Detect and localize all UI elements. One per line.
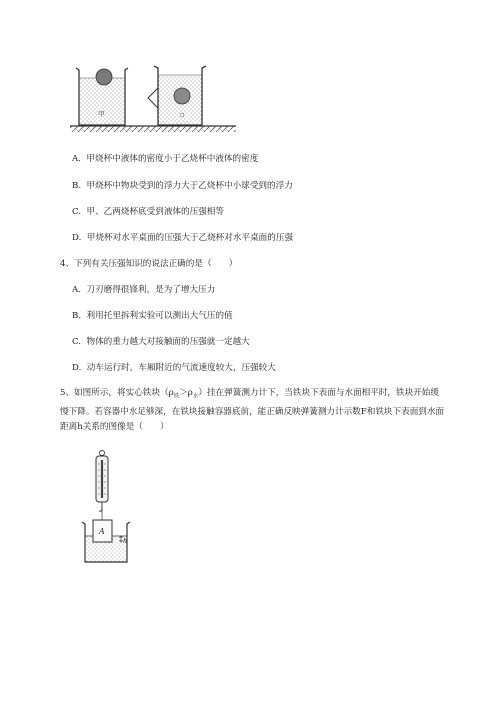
block-label: A: [99, 527, 105, 536]
top-ring: [100, 451, 105, 456]
option-letter: A.: [72, 285, 81, 295]
option-text: 物体的重力越大对接触面的压强就一定越大: [86, 337, 250, 347]
rho-subscript-water: 水: [192, 393, 199, 400]
q5-stem: [60, 386, 445, 435]
beaker-left: [76, 68, 128, 125]
table-hatch: [70, 126, 236, 132]
rho-subscript-iron: 铁: [173, 393, 180, 400]
beaker-left-label: 甲: [98, 110, 105, 118]
option-letter: D.: [72, 233, 82, 243]
option-text: 刀刃磨得很锋利，是为了增大压力: [86, 285, 216, 295]
option-text: 甲烧杯中物块受到的浮力大于乙烧杯中小球受到的浮力: [86, 181, 293, 191]
q3-option-d: [72, 232, 293, 244]
q3-option-a: [72, 153, 258, 165]
option-text: 动车运行时，车厢附近的气流速度较大，压强较大: [86, 363, 276, 373]
q5-stem-part2: ）挂在弹簧测力计下，当铁块下表面与水面相平时，铁块开始缓慢下降。若容器中水足够深，在铁块接触容器底前，能正确反映弹簧测力计示数F和铁块下表面到水面距离h关系的图像是（ ）: [60, 388, 445, 432]
h-label: h: [123, 537, 128, 545]
option-letter: B.: [72, 181, 82, 191]
option-text: 甲、乙两烧杯底受到液体的压强相等: [86, 207, 224, 217]
q4-stem: 4、下列有关压强知识的说法正确的是（ ）: [60, 259, 238, 269]
option-letter: C.: [72, 207, 82, 217]
ball-right: [174, 88, 190, 104]
q3-option-b: [72, 180, 293, 192]
option-letter: C.: [72, 337, 82, 347]
q4-option-a: [72, 284, 215, 296]
spring-scale-figure: [80, 450, 140, 570]
q5-stem-part1: 5、如图所示，将实心铁块（ρ: [60, 388, 174, 398]
option-text: 甲烧杯中液体的密度小于乙烧杯中液体的密度: [86, 154, 259, 164]
option-letter: A.: [72, 154, 81, 164]
q4-option-d: [72, 362, 276, 374]
beaker-right: [148, 66, 206, 125]
hook: [99, 502, 102, 511]
q4-option-b: [72, 310, 233, 322]
q4-option-c: [72, 336, 250, 348]
q3-option-c: [72, 206, 224, 218]
beakers-figure: [68, 58, 240, 140]
ball-left: [96, 69, 112, 85]
q5-stem-gt: ＞ρ: [179, 388, 193, 398]
option-text: 利用托里拆利实验可以测出大气压的值: [86, 311, 233, 321]
option-letter: D.: [72, 363, 82, 373]
spout: [148, 88, 158, 108]
option-text: 甲烧杯对水平桌面的压强大于乙烧杯对水平桌面的压强: [86, 233, 294, 243]
option-letter: B.: [72, 311, 82, 321]
